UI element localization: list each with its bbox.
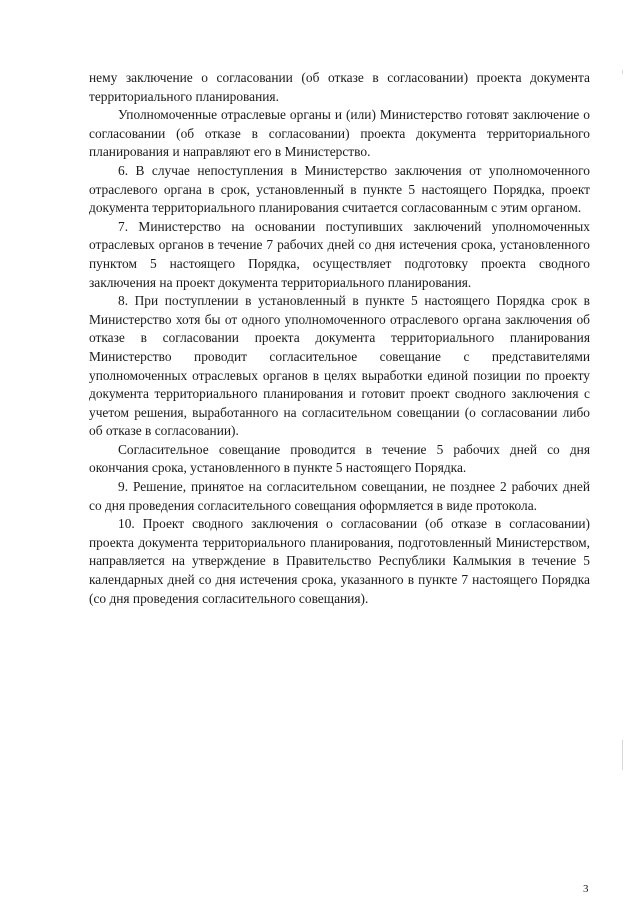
paragraph-item-9: 9. Решение, принятое на согласительном совещании, не позднее 2 рабочих дней со дня проведения согласительного совещания оформляется в виде протокола.: [89, 479, 590, 513]
paragraph-conciliation-meeting: Согласительное совещание проводится в течение 5 рабочих дней со дня окончания срока, установленного в пункте 5 настоящего Порядка.: [89, 441, 590, 476]
page-number: 3: [583, 883, 589, 895]
scan-edge-mark: [622, 740, 623, 770]
scan-edge-mark: [622, 70, 623, 74]
paragraph-item-7: 7. Министерство на основании поступивших заключений уполномоченных отраслевых органов в течение 7 рабочих дней со дня истечения срока, установленного пунктом 5 настоящего Порядка, осуществляет подготовку проекта сводного заключения на проект документа территориального планирования.: [89, 218, 590, 290]
paragraph-conclusion-preparation: Уполномоченные отраслевые органы и (или) Министерство готовят заключение о согласовании (об отказе в согласовании) проекта документа территориального планирования и направляют его в Министерство.: [89, 107, 590, 160]
paragraph-item-10: 10. Проект сводного заключения о согласовании (об отказе в согласовании) проекта документа территориального планирования, подготовленный Министерством, направляется на утверждение в Правительство Республики Калмыкия в течение 5 календарных дней со дня истечения срока, указанного в пункте 7 настоящего Порядка (со дня проведения согласительного совещания).: [89, 516, 590, 606]
paragraph-continuation: нему заключение о согласовании (об отказе в согласовании) проекта документа территориального планирования.: [89, 70, 590, 104]
paragraph-item-6: 6. В случае непоступления в Министерство заключения от уполномоченного отраслевого органа в срок, установленный в пункте 5 настоящего Порядка, проект документа территориального планирования считается согласованным с этим органом.: [89, 162, 590, 216]
document-body: [89, 69, 590, 608]
paragraph-item-8: 8. При поступлении в установленный в пункте 5 настоящего Порядка срок в Министерство хотя бы от одного уполномоченного отраслевого органа заключения об отказе в согласовании проекта документа территориального планирования Министерство проводит согласительное совещание с представителями уполномоченных отраслевых органов в целях выработки единой позиции по проекту документа территориального планирования и готовит проект сводного заключения с учетом решения, выработанного на согласительном совещании (о согласовании либо об отказе в согласовании).: [89, 293, 590, 439]
